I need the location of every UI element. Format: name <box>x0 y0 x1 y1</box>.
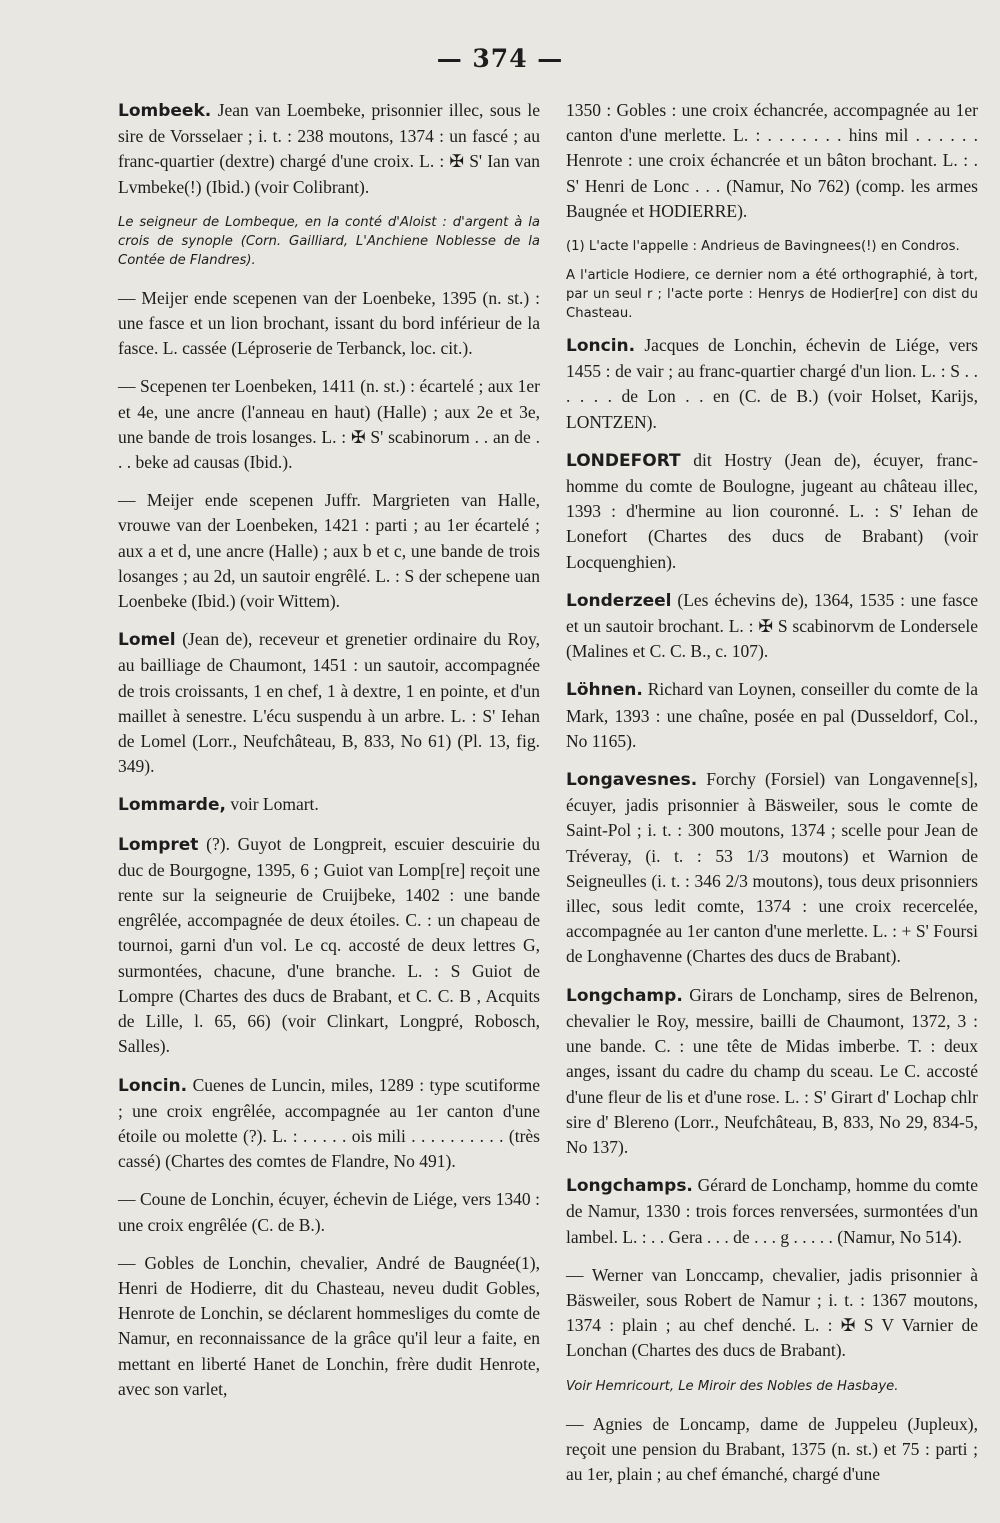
entry-text: — Gobles de Lonchin, chevalier, André de Baugnée(1), Henri de Hodierre, dit du Chasteau, neveu dudit Gobles, Henrote de Lonchin, se déclarent hommesliges du comte de Namur, en reconnaissance de la grâce qu'il leur a faite, en mettant en liberté Hanet de Lonchin, frère dudit Henrote, avec son varlet, <box>118 1252 540 1399</box>
dictionary-entry <box>118 1187 540 1237</box>
dictionary-entry <box>118 832 540 1060</box>
entry-headword: Lompret <box>118 834 199 855</box>
entry-text: (Jean de), receveur et grenetier ordinaire du Roy, au bailliage de Chaumont, 1451 : un sautoir, accompagnée de trois croissants, 1 en chef, 1 à dextre, 1 en pointe, et d'un maillet à senestre. L'écu suspendu à un arbre. L. : S' Iehan de Lomel (Lorr., Neufchâteau, B, 833, No 61) (Pl. 13, fig. 349). <box>118 629 541 777</box>
dictionary-entry <box>118 98 540 200</box>
dictionary-entry <box>566 448 978 575</box>
entry-text: Forchy (Forsiel) van Longavenne[s], écuyer, jadis prisonnier à Bäsweiler, sous le comte de Saint-Pol ; i. t. : 300 moutons, 1374 ; scelle pour Jean de Tréveray, (i. t. : 53 1/3 moutons) et Warnion de Seigneulles (i. t. : 346 2/3 moutons), tous deux prisonniers illec, sous ledit comte, 1374 : une croix recercelée, accompagnée au 1er canton d'une merlette. L. : + S' Foursi de Longhavenne (Chartes des ducs de Brabant). <box>566 769 978 967</box>
page-number: — 374 — <box>436 44 564 73</box>
entry-headword: Lomel <box>118 630 176 651</box>
footnote: (1) L'acte l'appelle : Andrieus de Bavingnees(!) en Condros. <box>566 239 960 255</box>
dictionary-entry <box>566 677 978 754</box>
entry-text: — Werner van Lonccamp, chevalier, jadis prisonnier à Bäsweiler, sous Robert de Namur ; i. t. : 1367 moutons, 1374 : plain ; au chef denché. L. : ✠ S V Varnier de Lonchan (Chartes des ducs de Brabant). <box>566 1264 978 1361</box>
entry-text: — Scepenen ter Loenbeken, 1411 (n. st.) : écartelé ; aux 1er et 4e, une ancre (l'anneau en haut) (Halle) ; aux 2e et 3e, une bande de trois losanges. L. : ✠ S' scabinorum . . an de . . . beke ad causas (Ibid.). <box>118 376 540 473</box>
entry-text: (?). Guyot de Longpreit, escuier descuirie du duc de Bourgogne, 1395, 6 ; Guiot van Lomp[re] reçoit une rente sur la seigneurie de Cruijbeke, 1402 : une bande engrêlée, accompagnée de deux étoiles. C. : un chapeau de tournoi, garni d'un vol. Le cq. accosté de deux lettres G, surmontées, chacune, d'une branche. L. : S Guiot de Lompre (Chartes des ducs de Brabant, et C. C. B , Acquits de Lille, l. 65, 66) (voir Clinkart, Longpré, Robosch, Salles). <box>118 833 540 1057</box>
dictionary-entry <box>566 983 978 1160</box>
entry-headword: Loncin. <box>566 336 636 357</box>
entry-headword: Longchamp. <box>566 985 683 1006</box>
dictionary-entry <box>118 1251 540 1402</box>
dictionary-entry <box>118 792 540 818</box>
entry-text: (Les échevins de), 1364, 1535 : une fasce et un sautoir brochant. L. : ✠ S scabinorvm de Londersele (Malines et C. C. B., c. 107). <box>566 589 979 662</box>
entry-text: Cuenes de Luncin, miles, 1289 : type scutiforme ; une croix engrêlée, accompagnée au 1er canton d'une étoile ou molette (?). L. : . . . . . ois mili . . . . . . . . . . (très cassé) (Chartes des comtes de Flandre, No 491). <box>118 1074 540 1172</box>
dictionary-entry <box>118 1073 540 1175</box>
entry-text: voir Lomart. <box>230 794 319 815</box>
entry-text: Girars de Lonchamp, sires de Belrenon, chevalier le Roy, messire, bailli de Chaumont, 1372, 3 : une bande. C. : une tête de Midas imberbe. T. : deux anges, issant du cadre du champ du sceau. Le C. accosté d'une fleur de lis et d'une rose. L. : S' Girart d' Lochap chlr sire d' Blereno (Lorr., Neufchâteau, B, 833, No 29, 834-5, No 137). <box>566 984 978 1157</box>
entry-headword: Londerzeel <box>566 590 672 611</box>
right-column <box>566 98 978 1500</box>
entry-text: 1350 : Gobles : une croix échancrée, accompagnée au 1er canton d'une merlette. L. : . . . . . . . hins mil . . . . . . Henrote : une croix échancrée et un bâton brochant. L. : . S' Henri de Lonc . . . (Namur, No 762) (comp. les armes Baugnée et HODIERRE). <box>566 100 978 221</box>
entry-headword: Lommarde, <box>118 795 226 816</box>
dictionary-entry <box>118 488 540 614</box>
dictionary-entry <box>566 333 978 435</box>
dictionary-entry <box>566 1412 978 1488</box>
footnote: A l'article Hodiere, ce dernier nom a été orthographié, à tort, par un seul r ; l'acte porte : Henrys de Hodier[re] con dist du Chasteau. <box>566 268 978 322</box>
entry-headword: Löhnen. <box>566 680 643 701</box>
entry-headword: Lombeek. <box>118 101 212 121</box>
entry-text: — Meijer ende scepenen Juffr. Margrieten van Halle, vrouwe van der Loenbeken, 1421 : parti ; au 1er écartelé ; aux a et d, une ancre (Halle) ; aux b et c, une bande de trois losanges ; au 2d, un sautoir engrêlé. L. : S der schepene uan Loenbeke (Ibid.) (voir Wittem). <box>118 490 540 612</box>
entry-text: dit Hostry (Jean de), écuyer, franc-homme du comte de Boulogne, jugeant au château illec, 1393 : d'hermine au lion couronné. L. : S' Iehan de Lonefort (Chartes des ducs de Brabant) (voir Locquenghien). <box>566 449 979 572</box>
dictionary-entry <box>566 98 978 224</box>
entry-text: Jean van Loembeke, prisonnier illec, sous le sire de Vorsselaer ; i. t. : 238 moutons, 1374 : un fascé ; au franc-quartier (dextre) chargé d'une croix. L. : ✠ S' Ian van Lvmbeke(!) (Ibid.) (voir Colibrant). <box>118 100 541 197</box>
dictionary-entry <box>566 1263 978 1364</box>
entry-text: — Meijer ende scepenen van der Loenbeke, 1395 (n. st.) : une fasce et un lion brochant, issant du bord inférieur de la fasce. L. cassée (Léproserie de Terbanck, loc. cit.). <box>118 287 540 359</box>
entry-headword: Longchamps. <box>566 1176 693 1197</box>
entry-headword: LONDEFORT <box>566 450 681 471</box>
left-column <box>118 98 540 1415</box>
editorial-note: Voir Hemricourt, Le Miroir des Nobles de Hasbaye. <box>566 1378 899 1394</box>
dictionary-entry <box>566 588 978 665</box>
entry-text: Gérard de Lonchamp, homme du comte de Namur, 1330 : trois forces renversées, surmontées d'un lambel. L. : . . Gera . . . de . . . g . . . . . (Namur, No 514). <box>566 1175 978 1247</box>
dictionary-entry <box>118 286 540 362</box>
entry-headword: Loncin. <box>118 1075 188 1096</box>
dictionary-entry <box>566 767 978 970</box>
dictionary-entry <box>566 1173 978 1250</box>
dictionary-entry <box>118 627 540 779</box>
entry-text: — Agnies de Loncamp, dame de Juppeleu (Jupleux), reçoit une pension du Brabant, 1375 (n. st.) et 75 : parti ; au 1er, plain ; au chef émanché, chargé d'une <box>566 1413 978 1484</box>
editorial-note: Le seigneur de Lombeque, en la conté d'Aloist : d'argent à la crois de synople (Corn. Gailliard, L'Anchiene Noblesse de la Contée de Flandres). <box>118 214 540 268</box>
dictionary-entry <box>118 374 540 475</box>
entry-text: Richard van Loynen, conseiller du comte de la Mark, 1393 : une chaîne, posée en pal (Dusseldorf, Col., No 1165). <box>566 679 978 751</box>
entry-headword: Longavesnes. <box>566 770 698 791</box>
entry-text: Jacques de Lonchin, échevin de Liége, vers 1455 : de vair ; au franc-quartier chargé d'un lion. L. : S . . . . . . de Lon . . en (C. de B.) (voir Holset, Karijs, LONTZEN). <box>566 335 978 432</box>
entry-text: — Coune de Lonchin, écuyer, échevin de Liége, vers 1340 : une croix engrêlée (C. de B.). <box>118 1189 540 1235</box>
